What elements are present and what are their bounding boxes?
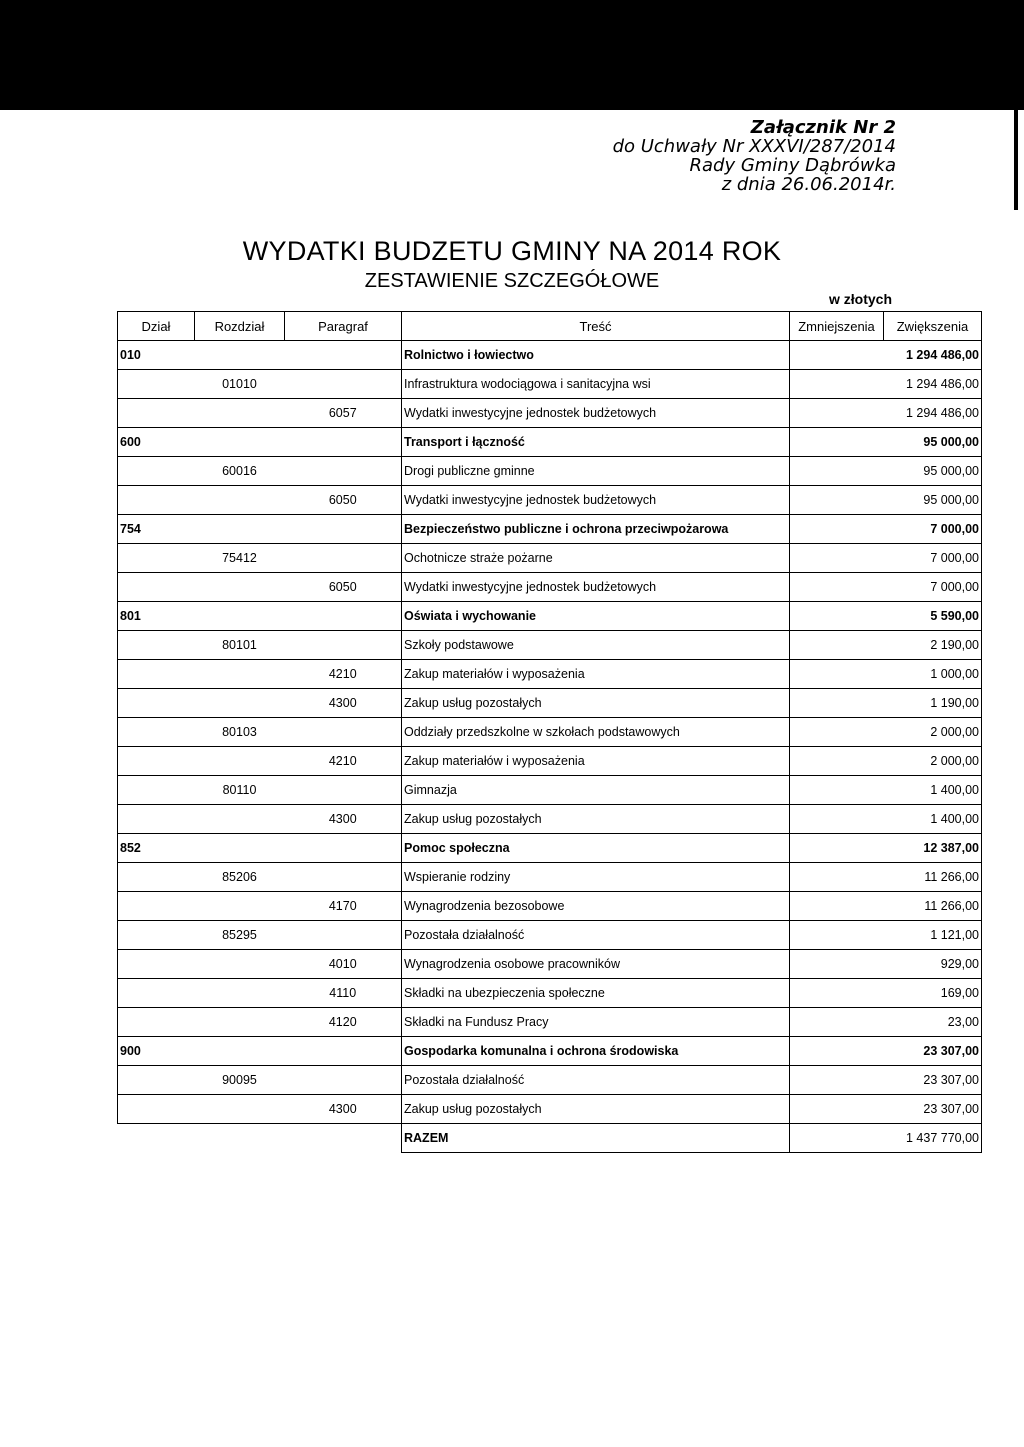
cell-rozdzial: [195, 979, 285, 1008]
cell-rozdzial: [195, 602, 285, 631]
table-row: [118, 602, 982, 631]
document-title: WYDATKI BUDZETU GMINY NA 2014 ROK: [242, 236, 782, 266]
cell-paragraf: 4300: [285, 689, 402, 718]
cell-paragraf: [285, 544, 402, 573]
cell-dzial: [118, 921, 195, 950]
cell-rozdzial: 80101: [195, 631, 285, 660]
table-row: [118, 921, 982, 950]
cell-zmniejszenia: [790, 1124, 884, 1153]
table-row: [118, 1037, 982, 1066]
cell-tresc: Gospodarka komunalna i ochrona środowiska: [402, 1037, 790, 1066]
cell-zmniejszenia: [790, 428, 884, 457]
table-row: [118, 834, 982, 863]
cell-tresc: Zakup materiałów i wyposażenia: [402, 660, 790, 689]
cell-paragraf: [285, 370, 402, 399]
cell-zmniejszenia: [790, 602, 884, 631]
cell-zmniejszenia: [790, 747, 884, 776]
cell-paragraf: 4120: [285, 1008, 402, 1037]
cell-rozdzial: [195, 515, 285, 544]
cell-tresc: Wynagrodzenia bezosobowe: [402, 892, 790, 921]
cell-zmniejszenia: [790, 921, 884, 950]
cell-paragraf: [285, 776, 402, 805]
cell-dzial: [118, 544, 195, 573]
cell-rozdzial: [195, 805, 285, 834]
attachment-header: [613, 118, 896, 194]
cell-zwiekszenia: 95 000,00: [884, 486, 982, 515]
cell-rozdzial: [195, 689, 285, 718]
cell-tresc: Drogi publiczne gminne: [402, 457, 790, 486]
cell-zmniejszenia: [790, 1095, 884, 1124]
cell-rozdzial: [195, 486, 285, 515]
cell-dzial: [118, 747, 195, 776]
table-row: [118, 631, 982, 660]
cell-rozdzial: [195, 1037, 285, 1066]
cell-rozdzial: [195, 341, 285, 370]
cell-zwiekszenia: 11 266,00: [884, 863, 982, 892]
col-header-dzial: Dział: [118, 312, 195, 341]
table-row: [118, 515, 982, 544]
cell-tresc: Oświata i wychowanie: [402, 602, 790, 631]
cell-dzial: [118, 1008, 195, 1037]
cell-paragraf: [285, 457, 402, 486]
cell-tresc: Transport i łączność: [402, 428, 790, 457]
table-row: [118, 1008, 982, 1037]
cell-dzial: [118, 457, 195, 486]
cell-tresc: Pomoc społeczna: [402, 834, 790, 863]
cell-dzial: [118, 979, 195, 1008]
cell-zwiekszenia: 1 294 486,00: [884, 399, 982, 428]
cell-zwiekszenia: 23 307,00: [884, 1095, 982, 1124]
cell-zwiekszenia: 7 000,00: [884, 544, 982, 573]
cell-tresc: Gimnazja: [402, 776, 790, 805]
attachment-number: Załącznik Nr 2: [750, 117, 896, 138]
cell-paragraf: 4300: [285, 805, 402, 834]
cell-zwiekszenia: 929,00: [884, 950, 982, 979]
cell-dzial: [118, 689, 195, 718]
cell-zwiekszenia: 1 294 486,00: [884, 341, 982, 370]
cell-zmniejszenia: [790, 486, 884, 515]
currency-unit: w złotych: [829, 291, 893, 307]
cell-dzial: 010: [118, 341, 195, 370]
cell-dzial: [118, 1066, 195, 1095]
col-header-tresc: Treść: [402, 312, 790, 341]
cell-tresc: Składki na ubezpieczenia społeczne: [402, 979, 790, 1008]
table-row: [118, 805, 982, 834]
cell-dzial: [118, 399, 195, 428]
cell-zwiekszenia: 2 000,00: [884, 747, 982, 776]
cell-rozdzial: [195, 1008, 285, 1037]
cell-zwiekszenia: 95 000,00: [884, 428, 982, 457]
council-name: Rady Gminy Dąbrówka: [689, 155, 896, 176]
cell-tresc: Szkoły podstawowe: [402, 631, 790, 660]
cell-paragraf: 4210: [285, 660, 402, 689]
cell-zmniejszenia: [790, 631, 884, 660]
cell-tresc: Zakup usług pozostałych: [402, 1095, 790, 1124]
cell-zwiekszenia: 1 294 486,00: [884, 370, 982, 399]
table-row: [118, 892, 982, 921]
cell-paragraf: [285, 921, 402, 950]
table-row: [118, 1095, 982, 1124]
cell-paragraf: [285, 1124, 402, 1153]
cell-paragraf: [285, 428, 402, 457]
cell-zmniejszenia: [790, 834, 884, 863]
table-row: [118, 573, 982, 602]
cell-rozdzial: 90095: [195, 1066, 285, 1095]
cell-tresc: Wspieranie rodziny: [402, 863, 790, 892]
scan-edge-mark: [1014, 110, 1018, 210]
cell-dzial: 900: [118, 1037, 195, 1066]
cell-dzial: [118, 718, 195, 747]
cell-dzial: [118, 486, 195, 515]
cell-zmniejszenia: [790, 457, 884, 486]
cell-dzial: 754: [118, 515, 195, 544]
cell-dzial: [118, 660, 195, 689]
cell-rozdzial: 80103: [195, 718, 285, 747]
cell-tresc: Infrastruktura wodociągowa i sanitacyjna wsi: [402, 370, 790, 399]
cell-zwiekszenia: 23 307,00: [884, 1066, 982, 1095]
col-header-zmniejszenia: Zmniejszenia: [790, 312, 884, 341]
col-header-zwiekszenia: Zwiększenia: [884, 312, 982, 341]
cell-zmniejszenia: [790, 660, 884, 689]
table-row: [118, 428, 982, 457]
cell-zmniejszenia: [790, 863, 884, 892]
cell-zmniejszenia: [790, 892, 884, 921]
cell-tresc: Oddziały przedszkolne w szkołach podstawowych: [402, 718, 790, 747]
cell-tresc: Wydatki inwestycyjne jednostek budżetowych: [402, 573, 790, 602]
cell-paragraf: 4210: [285, 747, 402, 776]
table-row: [118, 776, 982, 805]
cell-paragraf: 4110: [285, 979, 402, 1008]
cell-rozdzial: [195, 573, 285, 602]
table-row: [118, 689, 982, 718]
cell-zwiekszenia: 1 190,00: [884, 689, 982, 718]
col-header-paragraf: Paragraf: [285, 312, 402, 341]
cell-zwiekszenia: 11 266,00: [884, 892, 982, 921]
cell-zmniejszenia: [790, 1066, 884, 1095]
cell-rozdzial: 01010: [195, 370, 285, 399]
cell-tresc: Zakup usług pozostałych: [402, 689, 790, 718]
cell-rozdzial: 85206: [195, 863, 285, 892]
cell-tresc: Rolnictwo i łowiectwo: [402, 341, 790, 370]
cell-tresc: Pozostała działalność: [402, 1066, 790, 1095]
table-header-row: [118, 312, 982, 341]
table-row: [118, 950, 982, 979]
cell-dzial: [118, 631, 195, 660]
cell-zwiekszenia: 1 000,00: [884, 660, 982, 689]
cell-rozdzial: [195, 892, 285, 921]
cell-zmniejszenia: [790, 544, 884, 573]
cell-paragraf: 4170: [285, 892, 402, 921]
table-row: [118, 544, 982, 573]
cell-tresc: Zakup usług pozostałych: [402, 805, 790, 834]
cell-tresc: Pozostała działalność: [402, 921, 790, 950]
cell-zwiekszenia: 23,00: [884, 1008, 982, 1037]
cell-dzial: [118, 1124, 195, 1153]
table-row: [118, 747, 982, 776]
cell-paragraf: [285, 515, 402, 544]
cell-paragraf: [285, 602, 402, 631]
cell-paragraf: [285, 341, 402, 370]
document-subtitle: ZESTAWIENIE SZCZEGÓŁOWE: [364, 270, 660, 292]
table-body: [118, 341, 982, 1153]
cell-paragraf: [285, 718, 402, 747]
col-header-rozdzial: Rozdział: [195, 312, 285, 341]
cell-rozdzial: [195, 834, 285, 863]
cell-paragraf: 6057: [285, 399, 402, 428]
cell-zmniejszenia: [790, 399, 884, 428]
cell-paragraf: 4300: [285, 1095, 402, 1124]
cell-tresc: Ochotnicze straże pożarne: [402, 544, 790, 573]
cell-paragraf: [285, 631, 402, 660]
cell-zwiekszenia: 12 387,00: [884, 834, 982, 863]
cell-zmniejszenia: [790, 979, 884, 1008]
cell-dzial: [118, 573, 195, 602]
cell-zmniejszenia: [790, 341, 884, 370]
cell-paragraf: [285, 863, 402, 892]
cell-tresc: RAZEM: [402, 1124, 790, 1153]
table-row: [118, 399, 982, 428]
cell-rozdzial: [195, 399, 285, 428]
cell-dzial: [118, 892, 195, 921]
scan-black-area: [0, 0, 1024, 110]
cell-dzial: [118, 776, 195, 805]
cell-zwiekszenia: 5 590,00: [884, 602, 982, 631]
cell-zwiekszenia: 1 400,00: [884, 776, 982, 805]
cell-zmniejszenia: [790, 573, 884, 602]
cell-paragraf: 4010: [285, 950, 402, 979]
cell-paragraf: 6050: [285, 486, 402, 515]
total-row: [118, 1124, 982, 1153]
cell-zwiekszenia: 1 437 770,00: [884, 1124, 982, 1153]
cell-tresc: Składki na Fundusz Pracy: [402, 1008, 790, 1037]
cell-dzial: [118, 950, 195, 979]
cell-dzial: 600: [118, 428, 195, 457]
cell-paragraf: [285, 1066, 402, 1095]
cell-tresc: Bezpieczeństwo publiczne i ochrona przeciwpożarowa: [402, 515, 790, 544]
cell-zmniejszenia: [790, 1008, 884, 1037]
cell-zmniejszenia: [790, 1037, 884, 1066]
table-row: [118, 863, 982, 892]
cell-dzial: [118, 1095, 195, 1124]
cell-zmniejszenia: [790, 950, 884, 979]
cell-zmniejszenia: [790, 689, 884, 718]
cell-rozdzial: [195, 747, 285, 776]
table-row: [118, 718, 982, 747]
cell-dzial: 801: [118, 602, 195, 631]
cell-zwiekszenia: 169,00: [884, 979, 982, 1008]
cell-dzial: [118, 863, 195, 892]
cell-rozdzial: [195, 1124, 285, 1153]
cell-rozdzial: [195, 660, 285, 689]
cell-zmniejszenia: [790, 718, 884, 747]
cell-paragraf: [285, 834, 402, 863]
cell-zmniejszenia: [790, 370, 884, 399]
cell-zmniejszenia: [790, 776, 884, 805]
cell-zwiekszenia: 2 000,00: [884, 718, 982, 747]
table-row: [118, 486, 982, 515]
cell-zmniejszenia: [790, 805, 884, 834]
cell-paragraf: [285, 1037, 402, 1066]
cell-tresc: Wynagrodzenia osobowe pracowników: [402, 950, 790, 979]
cell-dzial: 852: [118, 834, 195, 863]
table-row: [118, 1066, 982, 1095]
cell-rozdzial: 60016: [195, 457, 285, 486]
resolution-number: do Uchwały Nr XXXVI/287/2014: [612, 136, 896, 157]
cell-zwiekszenia: 7 000,00: [884, 573, 982, 602]
resolution-date: z dnia 26.06.2014r.: [721, 174, 896, 195]
cell-zwiekszenia: 95 000,00: [884, 457, 982, 486]
cell-rozdzial: 85295: [195, 921, 285, 950]
cell-zwiekszenia: 7 000,00: [884, 515, 982, 544]
cell-tresc: Wydatki inwestycyjne jednostek budżetowych: [402, 399, 790, 428]
expenditure-table: [117, 311, 982, 1153]
cell-zmniejszenia: [790, 515, 884, 544]
cell-rozdzial: [195, 950, 285, 979]
table-row: [118, 341, 982, 370]
cell-rozdzial: 80110: [195, 776, 285, 805]
cell-zwiekszenia: 1 121,00: [884, 921, 982, 950]
cell-paragraf: 6050: [285, 573, 402, 602]
cell-dzial: [118, 370, 195, 399]
cell-zwiekszenia: 2 190,00: [884, 631, 982, 660]
cell-tresc: Wydatki inwestycyjne jednostek budżetowych: [402, 486, 790, 515]
cell-rozdzial: [195, 1095, 285, 1124]
cell-rozdzial: 75412: [195, 544, 285, 573]
cell-zwiekszenia: 1 400,00: [884, 805, 982, 834]
table-row: [118, 660, 982, 689]
cell-tresc: Zakup materiałów i wyposażenia: [402, 747, 790, 776]
cell-zwiekszenia: 23 307,00: [884, 1037, 982, 1066]
cell-rozdzial: [195, 428, 285, 457]
table-row: [118, 457, 982, 486]
table-row: [118, 979, 982, 1008]
cell-dzial: [118, 805, 195, 834]
table-row: [118, 370, 982, 399]
